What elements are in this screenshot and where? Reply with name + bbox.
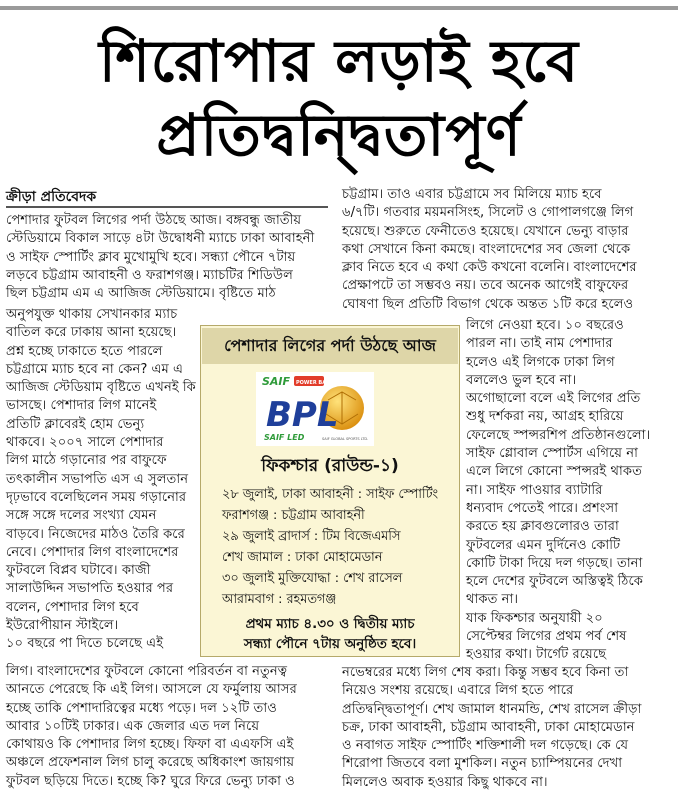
text-line: প্রেক্ষাপটে তা সম্ভবও নয়। তবে অনেক আগেই বাফুফের xyxy=(342,278,629,294)
text-line: অগোছালো বলে এই লিগের প্রতি xyxy=(466,391,641,407)
text-line: আবার ১০টিই ঢাকার। এক জেলার এত দল নিয়ে xyxy=(6,718,260,734)
text-line: আজিজ স্টেডিয়াম বৃষ্টিতে এখনই কি xyxy=(6,380,196,396)
text-line: তৎকালীন সভাপতি এস এ সুলতান xyxy=(6,471,189,487)
text-line: ফেলেছে স্পন্সরশিপ প্রতিষ্ঠানগুলো। xyxy=(466,427,651,443)
text-line: কোথায়ও কি পেশাদার লিগ হচ্ছে। ফিফা বা এএফসি এই xyxy=(6,737,294,753)
text-line: নভেম্বরের মধ্যে লিগ শেষ করা। কিন্তু সম্ভব হবে কিনা তা xyxy=(342,665,629,680)
text-line: সাইফ গ্লোবাল স্পোর্টস এগিয়ে না xyxy=(466,446,638,462)
text-line: চট্টগ্রামে ম্যাচ হবে না কেন? এম এ xyxy=(6,361,184,377)
byline-rule xyxy=(6,206,328,208)
top-rule xyxy=(0,6,678,10)
text-line: শিরোপা জিতবে বলা মুশকিল। নতুন চ্যাম্পিয়নের দেখা xyxy=(342,756,623,772)
text-line: চট্টগ্রাম। তাও এবার চট্টগ্রামে সব মিলিয়ে ম্যাচ হবে xyxy=(342,187,602,202)
text-line: লিগ। বাংলাদেশের ফুটবলে কোনো পরিবর্তন বা নতুনত্ব xyxy=(6,664,288,679)
text-line: বলেন, পেশাদার লিগ হবে xyxy=(6,599,139,615)
col1-top-text xyxy=(6,212,326,303)
text-line: হয়েছে। শুরুতে ফেনীতেও হয়েছে। যেখানে ভেন্যু বাড়ার xyxy=(342,223,629,239)
logo-main-text: BPL xyxy=(266,395,339,435)
text-line: হলেও এই লিগকে ঢাকা লিগ xyxy=(466,354,615,370)
text-line: লড়বে চট্টগ্রাম আবাহনী ও ফরাশগঞ্জ। ম্যাচটির শিডিউল xyxy=(6,267,293,283)
text-line: নেবে। পেশাদার লিগ বাংলাদেশের xyxy=(6,544,179,560)
text-line: ও সাইফ স্পোর্টিং ক্লাব মুখোমুখি হবে। সন্ধ্যা পৌনে ৭টায় xyxy=(6,249,296,265)
headline-line-1: শিরোপার লড়াই হবে xyxy=(98,27,580,95)
text-line: না। সাইফ পাওয়ার ব্যাটারি xyxy=(466,482,603,498)
bpl-logo xyxy=(256,372,374,446)
text-line: বাতিল করে ঢাকায় আনা হয়েছে। xyxy=(6,325,177,341)
text-line: ফুটবলে বিপ্লব ঘটাবে। কাজী xyxy=(6,563,151,579)
fixture-box-title: পেশাদার লিগের পর্দা উঠছে আজ xyxy=(202,328,458,364)
text-line: থাকত না। xyxy=(466,592,519,608)
text-line: দৃঢ়ভাবে বলেছিলেন সময় গড়ানোর xyxy=(6,489,187,505)
text-line: কোটি টাকা দিয়ে দল গড়ছে। তানা xyxy=(466,555,643,571)
text-line: কথা সেখানে কিনা কমছে। বাংলাদেশের সব জেলা থেকে xyxy=(342,241,631,257)
fixture-line: ২৯ জুলাই ব্রাদার্স : টিম বিজেএমসি xyxy=(222,529,401,544)
text-line: বললেও ভুল হবে না। xyxy=(466,372,577,388)
text-line: অনুপযুক্ত থাকায় সেখানকার ম্যাচ xyxy=(6,307,178,322)
text-line: ১০ বছরে পা দিতে চলেছে এই xyxy=(6,636,164,652)
text-line: পারল না। তাই নাম পেশাদার xyxy=(466,336,613,352)
logo-badge-text: POWER BATTERY xyxy=(296,380,344,386)
text-line: সালাউদ্দিন সভাপতি হওয়ার পর xyxy=(6,581,174,597)
text-line: ৬/৭টি। গতবার ময়মনসিংহ, সিলেট ও গোপালগঞ্জে লিগ xyxy=(342,205,634,221)
col2-bottom-text xyxy=(342,664,672,792)
fixture-line: আরামবাগ : রহমতগঞ্জ xyxy=(222,592,337,607)
col2-narrow-text xyxy=(466,317,672,665)
col1-bottom-text xyxy=(6,663,326,791)
text-line: ভাসছে। পেশাদার লিগ মানেই xyxy=(6,398,157,414)
text-line: থাকবে। ২০০৭ সালে পেশাদার xyxy=(6,435,164,451)
headline-line-2: প্রতিদ্বন্দ্বিতাপূর্ণ xyxy=(156,101,522,169)
text-line: ঘোষণা ছিল প্রতিটি বিভাগ থেকে অন্তত ১টি করে হলেও xyxy=(342,296,634,312)
text-line: পেশাদার ফুটবল লিগের পর্দা উঠছে আজ। বঙ্গবন্ধু জাতীয় xyxy=(6,213,302,228)
text-line: ও নবাগত সাইফ স্পোর্টিং শক্তিশালী দল গড়েছে। কে যে xyxy=(342,738,629,754)
text-line: আনতে পেরেছে কি এই লিগ। আসলে যে ফর্মুলায় আসর xyxy=(6,682,297,698)
text-line: হলে দেশের ফুটবলে অস্তিত্বই ঠিকে xyxy=(466,574,644,590)
fixture-title: ফিকশ্চার (রাউন্ড-১) xyxy=(261,456,399,476)
fixture-line: ৩০ জুলাই মুক্তিযোদ্ধা : শেখ রাসেল xyxy=(222,571,403,586)
text-line: অঞ্চলে প্রফেশনাল লিগ চালু করেছে অধিকাংশ জায়গায় xyxy=(6,755,295,771)
logo-top-text: SAIF xyxy=(262,375,291,388)
byline: ক্রীড়া প্রতিবেদক xyxy=(6,189,97,205)
text-line: ফুটবল ছড়িয়ে দিতে। হচ্ছে কি? ঘুরে ফিরে ভেন্যু ঢাকা ও xyxy=(6,773,295,789)
text-line: হওয়ার কথা। টার্গেট রয়েছে xyxy=(466,647,607,663)
match-time-note-1: প্রথম ম্যাচ ৪.৩০ ও দ্বিতীয় ম্যাচ xyxy=(245,617,415,632)
col1-narrow-text xyxy=(6,306,196,654)
fixture-line: শেখ জামাল : ঢাকা মোহামেডান xyxy=(222,550,383,565)
text-line: ইউরোপীয়ান স্টাইলে। xyxy=(6,618,119,634)
text-line: সঙ্গে সঙ্গে দলের সংখ্যা যেমন xyxy=(6,508,157,524)
logo-bottom-text: SAIF LED xyxy=(264,433,305,442)
text-line: লিগে নেওয়া হবে। ১০ বছরেও xyxy=(466,318,624,333)
text-line: ছিল চট্টগ্রাম এম এ আজিজ স্টেডিয়ামে। বৃষ্টিতে মাঠ xyxy=(6,286,276,302)
match-time-note-2: সন্ধ্যা পৌনে ৭টায় অনুষ্ঠিত হবে। xyxy=(243,637,417,652)
text-line: লিগ মাঠে গড়ানোর পর বাফুফে xyxy=(6,453,167,469)
logo-right-text: SAIF GLOBAL SPORTS LTD. xyxy=(322,437,369,441)
text-line: প্রতিটি ক্লাবেরই হোম ভেন্যু xyxy=(6,416,145,432)
text-line: যাক ফিকশ্চার অনুযায়ী ২০ xyxy=(466,610,603,626)
text-line: ক্লাব নিতে হবে এ কথা কেউ কখনো বলেনি। বাংলাদেশের xyxy=(342,260,637,276)
text-line: বাড়বে। নিজেদের মাঠও তৈরি করে xyxy=(6,526,185,542)
text-line: প্রতিদ্বন্দ্বিতাপূর্ণ। শেখ জামাল ধানমন্ডি, শেখ রাসেল ক্রীড়া xyxy=(342,701,642,717)
text-line: চক্র, ঢাকা আবাহনী, চট্টগ্রাম আবাহনী, ঢাকা মোহামেডান xyxy=(342,719,635,735)
text-line: মিললেও অবাক হওয়ার কিছু থাকবে না। xyxy=(342,774,548,790)
text-line: প্রশ্ন হচ্ছে ঢাকাতে হতে পারলে xyxy=(6,343,163,359)
fixture-line: ২৮ জুলাই, ঢাকা আবাহনী : সাইফ স্পোর্টিং xyxy=(222,487,439,502)
text-line: হচ্ছে তাকি পেশাদারিত্বের মধ্যে পড়ে। দল ১২টি তাও xyxy=(6,700,277,716)
text-line: স্টেডিয়ামে বিকাল সাড়ে ৪টা উদ্বোধনী ম্যাচে ঢাকা আবাহনী xyxy=(6,231,315,247)
text-line: করতে হয় ক্লাবগুলোরও তারা xyxy=(466,519,619,535)
text-line: এলে লিগে কোনো স্পন্সরই থাকত xyxy=(466,464,642,480)
fixture-line: ফরাশগঞ্জ : চট্টগ্রাম আবাহনী xyxy=(222,508,365,523)
text-line: ফুটবলের এমন দুর্দিনেও কোটি xyxy=(466,537,621,553)
col2-top-text xyxy=(342,186,672,314)
text-line: নিয়েও সংশয় রয়েছে। এবারে লিগ হতে পারে xyxy=(342,683,574,699)
text-line: শুধু দর্শকরা নয়, আগ্রহ হারিয়ে xyxy=(466,409,624,425)
text-line: সেপ্টেম্বর লিগের প্রথম পর্ব শেষ xyxy=(466,629,627,645)
text-line: ধন্যবাদ পেতেই পারে। প্রশংসা xyxy=(466,500,619,516)
